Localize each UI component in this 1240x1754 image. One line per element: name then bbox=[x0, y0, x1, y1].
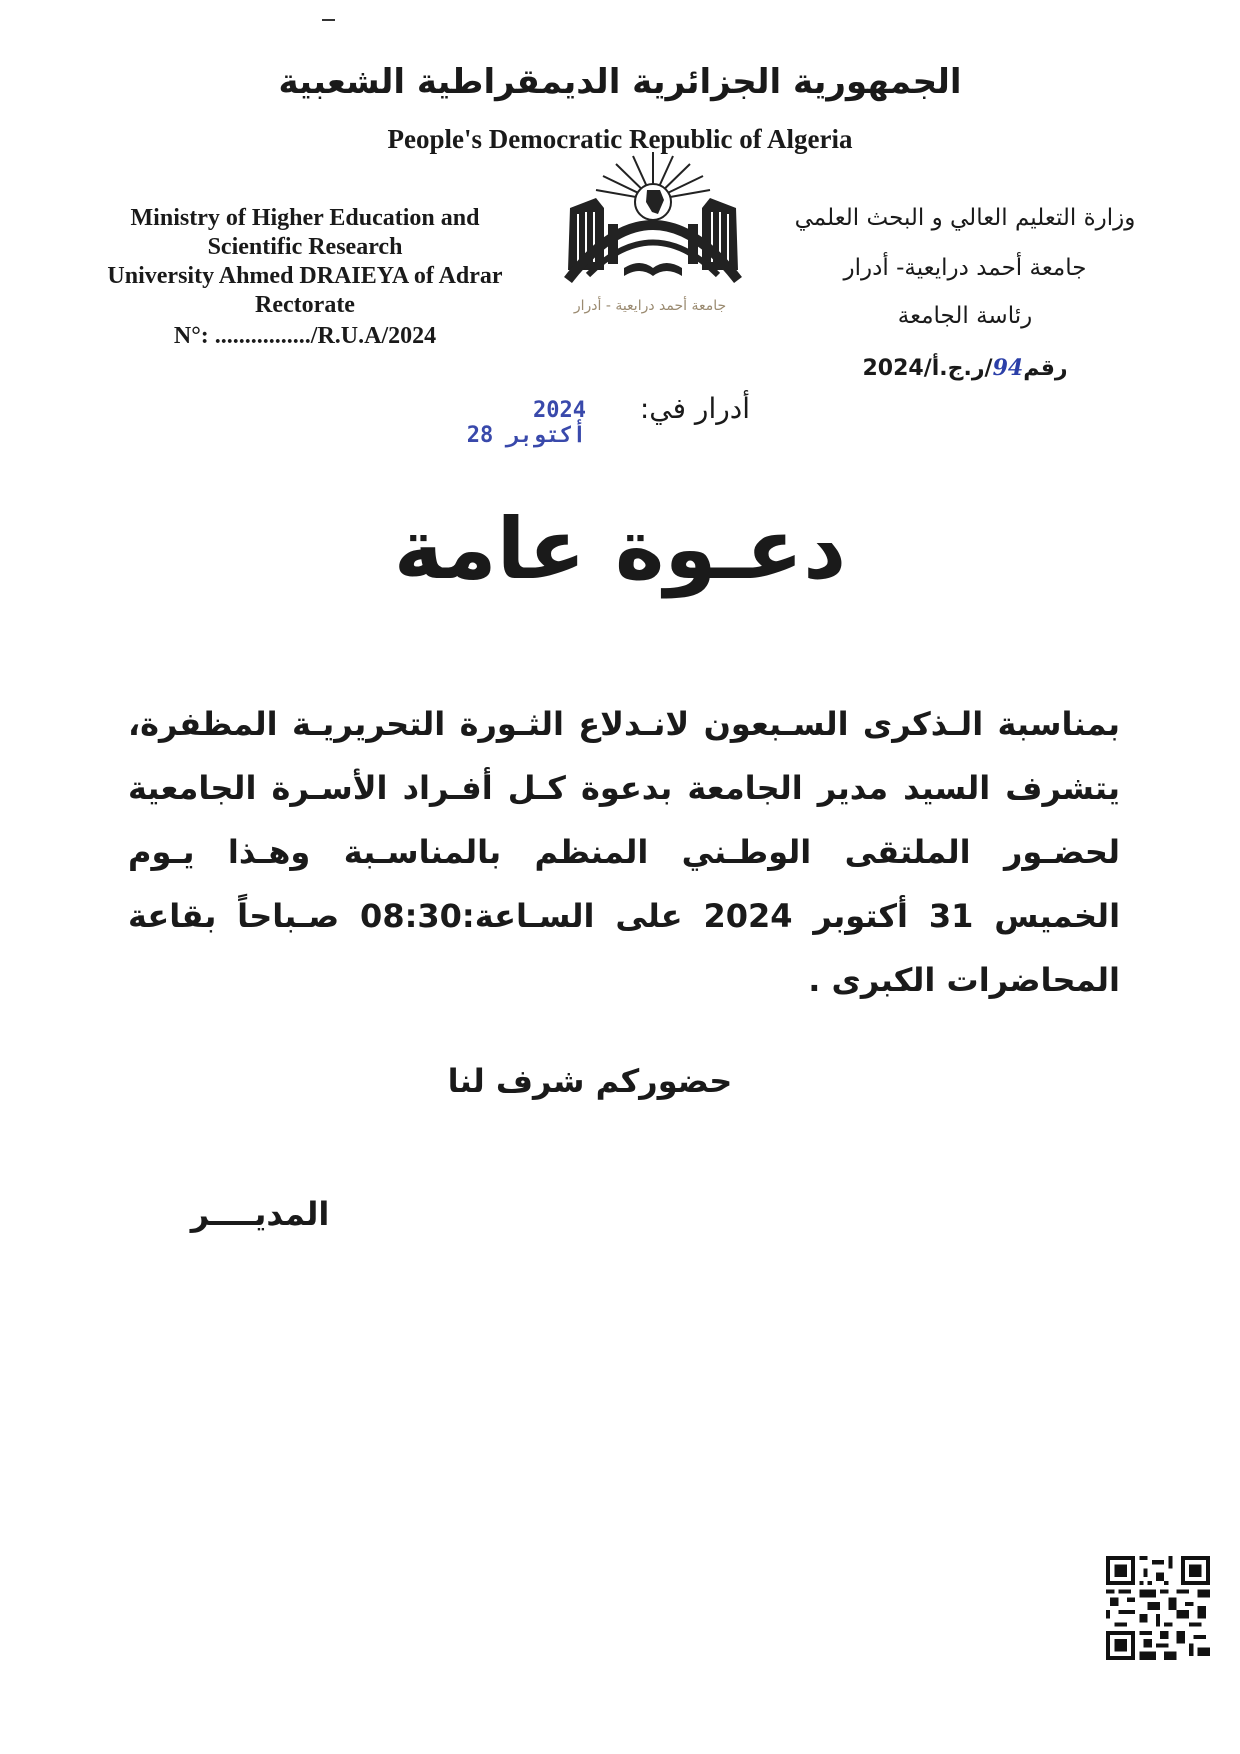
ref-handwritten-number: 94 bbox=[992, 355, 1024, 381]
rectorate-line: Rectorate bbox=[255, 292, 355, 318]
reference-number-ar bbox=[770, 355, 1160, 381]
ministry-line-2: Scientific Research bbox=[207, 234, 403, 260]
closing-line bbox=[0, 1062, 1240, 1100]
university-line: University Ahmed DRAIEYA of Adrar bbox=[107, 263, 503, 289]
date-stamp: 2024 أكتوبر 28 bbox=[466, 398, 586, 448]
reference-number-en: N°: ................/R.U.A/2024 bbox=[173, 323, 437, 349]
rectorate-line-ar: رئاسة الجامعة bbox=[897, 303, 1033, 329]
signature-director: المديــــر bbox=[190, 1195, 330, 1233]
stray-mark bbox=[322, 19, 335, 21]
university-line-ar: جامعة أحمد درايعية- أدرار bbox=[843, 255, 1087, 281]
document-title: دعـوة عامة bbox=[393, 500, 847, 598]
invitation-body: بمناسبة الـذكرى السـبعون لانـدلاع الثـورة التحريريـة المظفرة، يتشرف السيد مدير الجامعة بدعوة كـل أفـراد الأسـرة الجامعية لحضـور الملتقى الوطـني المنظم بالمناسـبة وهـذا يـوم الخميس 31 أكتوبر 2024 على السـاعة:08:30 صـباحاً بقاعة المحاضرات الكبرى . bbox=[128, 705, 1121, 999]
header-arabic-republic: الجمهورية الجزائرية الديمقراطية الشعبية bbox=[278, 62, 962, 102]
logo-caption: جامعة أحمد درايعية - أدرار bbox=[573, 298, 727, 314]
closing-text: حضوركم شرف لنا bbox=[447, 1062, 733, 1100]
header-english-republic: People's Democratic Republic of Algeria bbox=[387, 124, 853, 154]
date-label: أدرار في: bbox=[639, 392, 750, 425]
ministry-line-1: Ministry of Higher Education and bbox=[130, 205, 480, 231]
ministry-line-ar: وزارة التعليم العالي و البحث العلمي bbox=[794, 205, 1136, 231]
left-institution-block bbox=[80, 204, 530, 351]
ref-suffix: /ر.ج.أ/2024 bbox=[862, 356, 993, 381]
ref-prefix: رقم bbox=[1023, 356, 1068, 381]
qr-code-icon bbox=[1106, 1556, 1210, 1660]
